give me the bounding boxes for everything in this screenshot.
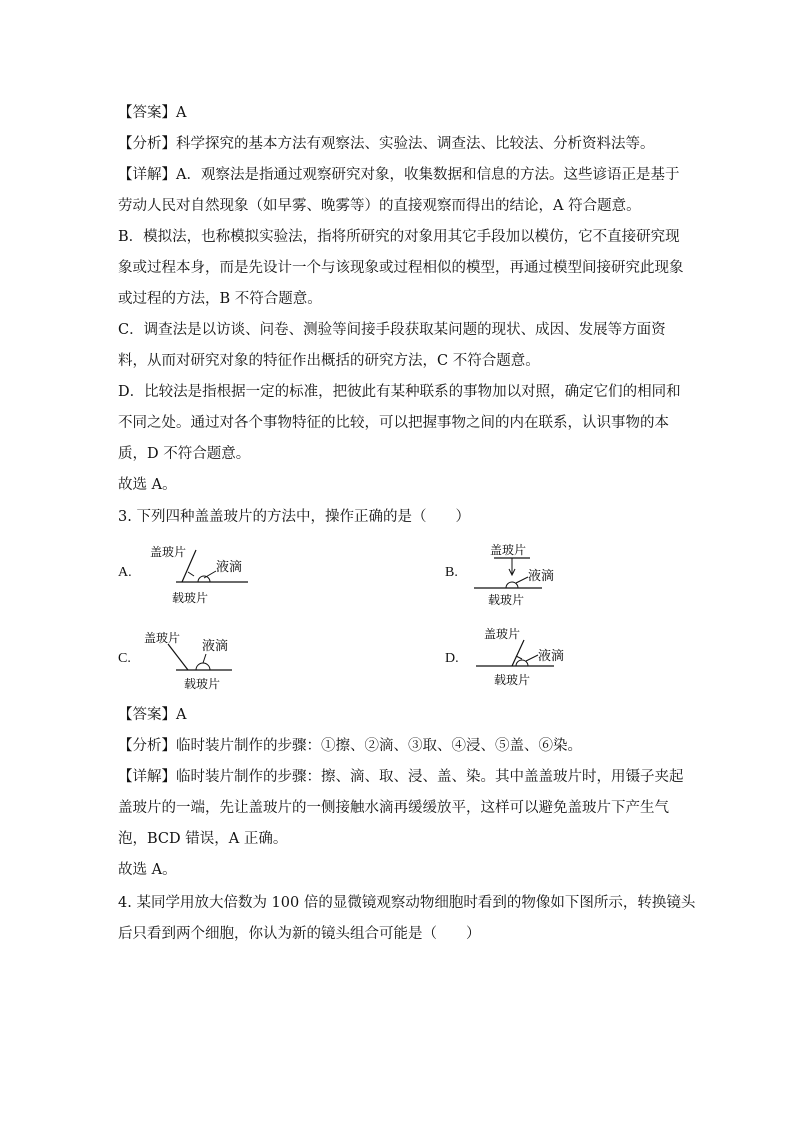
droplet-label: 液滴 (216, 560, 243, 575)
option-a-diagram (138, 540, 258, 614)
option-c-diagram (140, 628, 260, 702)
droplet-pointer (203, 654, 206, 663)
q3-detail-line: 泡，BCD 错误，A 正确。 (118, 831, 288, 847)
q2-detail-line: C．调查法是以访谈、问卷、测验等间接手段获取某问题的现状、成因、发展等方面资 (118, 322, 666, 338)
option-c-letter: C. (118, 651, 131, 666)
option-d-letter: D. (445, 651, 459, 666)
q3-analysis: 【分析】临时装片制作的步骤：①擦、②滴、③取、④浸、⑤盖、⑥染。 (118, 738, 582, 754)
option-b-letter: B. (445, 565, 458, 580)
droplet-label: 液滴 (202, 639, 229, 654)
droplet-pointer (526, 655, 538, 661)
q3-detail-line: 【详解】临时装片制作的步骤：擦、滴、取、浸、盖、染。其中盖盖玻片时，用镊子夹起 (118, 769, 684, 785)
coverslip-label: 盖玻片 (150, 545, 187, 559)
option-d-diagram (472, 624, 592, 698)
droplet-shape (196, 663, 210, 670)
q2-detail-line: B．模拟法，也称模拟实验法，指将所研究的对象用其它手段加以模仿，它不直接研究现 (118, 229, 680, 245)
q2-detail-line: 不同之处。通过对各个事物特征的比较，可以把握事物之间的内在联系，认识事物的本 (118, 415, 669, 431)
coverslip-label: 盖玻片 (484, 627, 521, 641)
q3-answer: 【答案】A (118, 707, 187, 723)
droplet-label: 液滴 (538, 649, 565, 664)
arrow-mark (516, 656, 522, 659)
q2-detail-line: 象或过程本身，而是先设计一个与该现象或过程相似的模型，再通过模型间接研究此现象 (118, 260, 684, 276)
q4-question-line: 4. 某同学用放大倍数为 100 倍的显微镜观察动物细胞时看到的物像如下图所示，转换镜头 (118, 895, 696, 911)
slide-label: 载玻片 (488, 593, 525, 607)
q2-detail-line: 劳动人民对自然现象（如早雾、晚雾等）的直接观察而得出的结论，A 符合题意。 (118, 198, 641, 214)
option-b-diagram (466, 540, 586, 614)
droplet-label: 液滴 (528, 569, 555, 584)
coverslip-label: 盖玻片 (490, 543, 527, 557)
droplet-pointer (516, 577, 528, 583)
q2-detail-line: 质，D 不符合题意。 (118, 446, 251, 462)
q4-question-line: 后只看到两个细胞，你认为新的镜头组合可能是（ ） (118, 926, 481, 942)
arrow-mark (188, 572, 194, 576)
q3-conclusion: 故选 A。 (118, 862, 177, 878)
slide-label: 载玻片 (172, 591, 209, 605)
q3-detail-line: 盖玻片的一端，先让盖玻片的一侧接触水滴再缓缓放平，这样可以避免盖玻片下产生气 (118, 800, 669, 816)
droplet-pointer (204, 571, 216, 578)
q2-answer: 【答案】A (118, 105, 187, 121)
q3-question: 3. 下列四种盖盖玻片的方法中，操作正确的是（ ） (118, 509, 470, 525)
coverslip-line (168, 644, 188, 670)
q2-detail-line: 【详解】A．观察法是指通过观察研究对象，收集数据和信息的方法。这些谚语正是基于 (118, 167, 680, 183)
option-a-letter: A. (118, 565, 132, 580)
q2-analysis: 【分析】科学探究的基本方法有观察法、实验法、调查法、比较法、分析资料法等。 (118, 136, 655, 152)
coverslip-label: 盖玻片 (144, 631, 181, 645)
droplet-shape (198, 576, 210, 582)
q2-detail-line: 料，从而对研究对象的特征作出概括的研究方法，C 不符合题意。 (118, 353, 540, 369)
slide-label: 载玻片 (494, 673, 531, 687)
q2-conclusion: 故选 A。 (118, 477, 177, 493)
slide-label: 载玻片 (184, 677, 221, 691)
q2-detail-line: 或过程的方法，B 不符合题意。 (118, 291, 322, 307)
q2-detail-line: D．比较法是指根据一定的标准，把彼此有某种联系的事物加以对照，确定它们的相同和 (118, 384, 681, 400)
